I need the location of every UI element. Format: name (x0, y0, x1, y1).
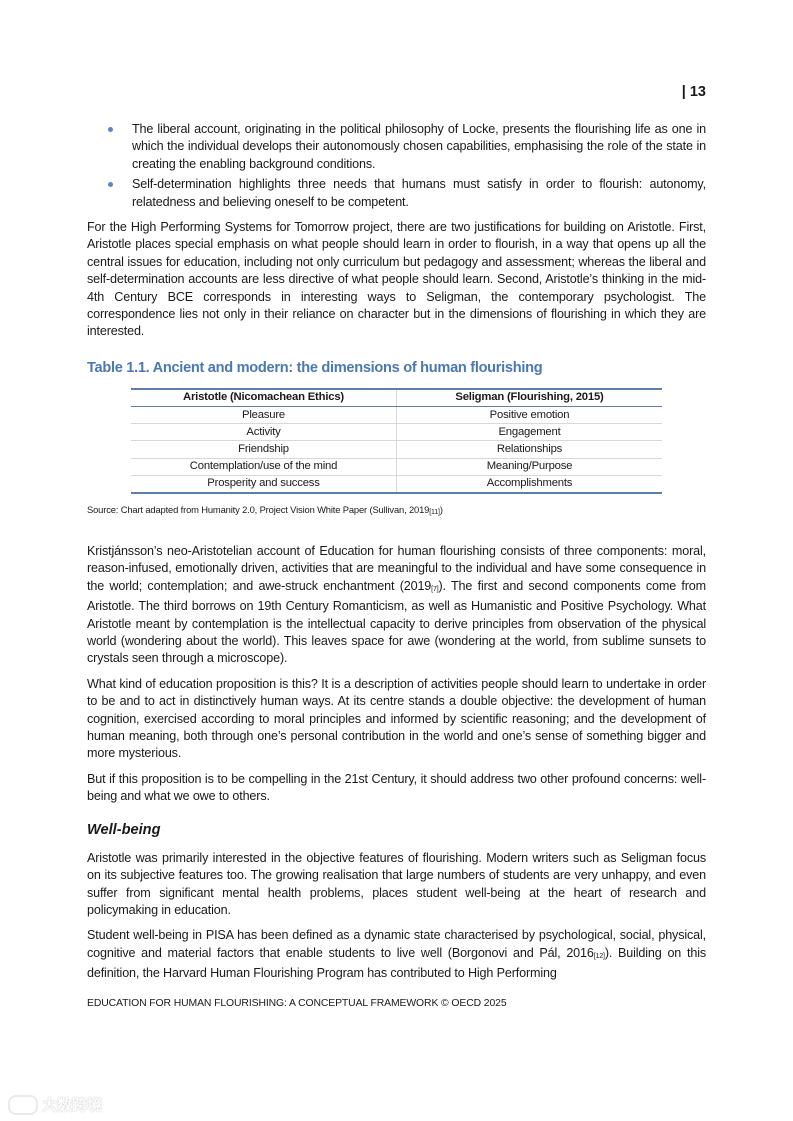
table-header-row (131, 389, 662, 407)
table-cell: Friendship (131, 441, 397, 458)
bullet-item-self-determination (87, 176, 706, 211)
table-cell: Contemplation/use of the mind (131, 458, 397, 475)
paragraph-21st-century: But if this proposition is to be compelling in the 21st Century, it should address two other profound concerns: well-being and what we owe to others. (87, 771, 706, 804)
page-footer: EDUCATION FOR HUMAN FLOURISHING: A CONCEPTUAL FRAMEWORK © OECD 2025 (87, 998, 507, 1009)
paragraph-pisa-wellbeing (87, 927, 706, 982)
table-row (131, 424, 662, 441)
paragraph-text: ). The first and second components come from Aristotle. The third borrows on 19th Century Romanticism, as well as Humanistic and Positive Psychology. What Aristotle meant by contemplation is the intellectual capacity to derive principles from observation of the physical world (wondering about the world). This leaves space for awe (wondering at the world, from sublime sunsets to crystals seen through a microscope). (87, 578, 706, 666)
paragraph-kristjansson (87, 543, 706, 668)
bullet-dot-icon (108, 127, 113, 132)
reference-marker[interactable]: [7] (431, 585, 439, 593)
table-cell: Pleasure (131, 407, 397, 424)
paragraph-education-proposition: What kind of education proposition is this? It is a description of activities people should learn to undertake in order to be and to act in distinctively human ways. At its centre stands a double objective: the development of human cognition, exercised according to moral principles and informed by scientific reasoning; and the development of human meaning, both through one’s personal contribution in the world and one’s sense of something bigger and more mysterious. (87, 676, 706, 761)
flourishing-dimensions-table (131, 388, 662, 494)
paragraph-justifications: For the High Performing Systems for Tomorrow project, there are two justifications for building on Aristotle. First, Aristotle places special emphasis on what people should learn in order to flourish, in a way that opens up all the central issues for education, including not only curriculum but pedagogy and assessment; whereas the liberal and self-determination accounts are less directive of what people should learn. Second, Aristotle’s thinking in the mid-4th Century BCE corresponds in interesting ways to Seligman, the contemporary psychologist. The correspondence lies not only in their reliance on character but in the dimensions of flourishing in which they are interested. (87, 220, 706, 339)
watermark-logo-icon (8, 1095, 38, 1115)
table-cell: Activity (131, 424, 397, 441)
bullet-item-liberal (87, 121, 706, 173)
table-cell: Engagement (397, 424, 663, 441)
page-number: | 13 (681, 84, 706, 100)
table-cell: Accomplishments (397, 475, 663, 493)
table-title: Table 1.1. Ancient and modern: the dimensions of human flourishing (87, 359, 543, 376)
bullet-list (87, 121, 706, 211)
reference-marker[interactable]: [11] (429, 509, 440, 516)
table-cell: Prosperity and success (131, 475, 397, 493)
table-cell: Positive emotion (397, 407, 663, 424)
watermark-text: 大数跨境 (42, 1097, 103, 1114)
bullet-dot-icon (108, 182, 113, 187)
watermark (8, 1094, 102, 1115)
table-row (131, 407, 662, 424)
column-header-seligman: Seligman (Flourishing, 2015) (397, 389, 663, 407)
bullet-text: Self-determination highlights three needs that humans must satisfy in order to flourish: autonomy, relatedness and believing oneself to be competent. (132, 177, 706, 209)
table-row (131, 441, 662, 458)
table-source-note (87, 504, 706, 516)
bullet-text: The liberal account, originating in the political philosophy of Locke, presents the flourishing life as one in which the individual develops their autonomously chosen capabilities, emphasising the role of the state in creating the enabling background conditions. (132, 122, 706, 171)
table-cell: Meaning/Purpose (397, 458, 663, 475)
source-text: Source: Chart adapted from Humanity 2.0, Project Vision White Paper (Sullivan, 2019 (87, 504, 430, 515)
paragraph-text: ). Building on this definition, the Harvard Human Flourishing Program has contributed to High Performing (87, 945, 706, 981)
table-row (131, 458, 662, 475)
page-content (87, 121, 706, 991)
column-header-aristotle: Aristotle (Nicomachean Ethics) (131, 389, 397, 407)
paragraph-text: Student well-being in PISA has been defined as a dynamic state characterised by psychological, social, physical, cognitive and material factors that enable students to live well (Borgonovi and Pál, 2016 (87, 928, 706, 960)
reference-marker[interactable]: [12] (593, 952, 605, 960)
table-cell: Relationships (397, 441, 663, 458)
paragraph-wellbeing-aristotle: Aristotle was primarily interested in the objective features of flourishing. Modern writers such as Seligman focus on its subjective features too. The growing realisation that large numbers of students are very unhappy, and even suffer from significant mental health problems, places student well-being at the heart of research and policymaking in education. (87, 850, 706, 917)
section-heading-wellbeing: Well-being (87, 821, 161, 838)
source-text-end: ) (439, 504, 443, 515)
table-row (131, 475, 662, 493)
paragraph-text: Kristjánsson’s neo-Aristotelian account of Education for human flourishing consists of three components: moral, reason-infused, emotionally driven, activities that are meaningful to the individual and have some consequence in the world; contemplation; and awe-struck enchantment (2019 (87, 544, 706, 593)
